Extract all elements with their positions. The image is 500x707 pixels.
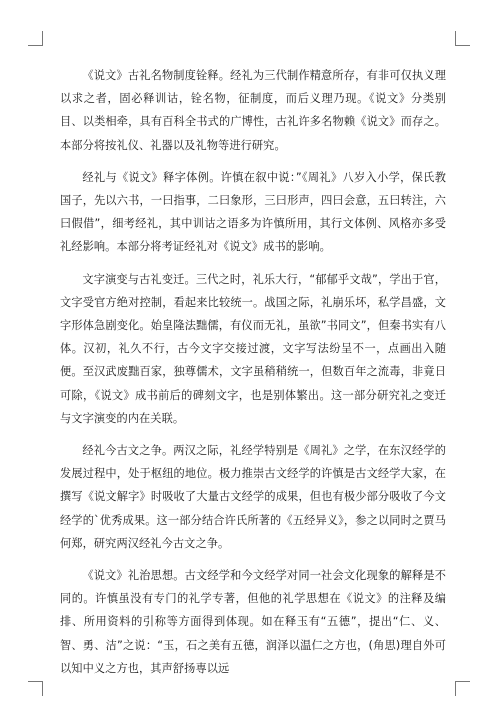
paragraph-script-evolution-and-ritual-change: 文字演变与古礼变迁。三代之时，礼乐大行，“郁郁乎文哉”，学出于官，文字受官方绝对控制，看起来比较统一。战国之际，礼崩乐坏，私学昌盛，文字形体急剧变化。始皇隆法黜儒，有仪而无礼，虽欲”书同文”，但秦书实有八体。汉初，礼久不行，古今文字交接过渡，文字写法纷呈不一，点画出入随便。至汉武废黜百家，独尊儒术，文字虽稍稍统一，但数百年之流毒，非竟日可除，《说文》成书前后的碑刻文字，也是别体繁出。这一部分研究礼之变迁与文字演变的内在关联。 <box>60 272 446 425</box>
paragraph-shuowen-ritual-governance: 《说文》礼治思想。古文经学和今文经学对同一社会文化现象的解释是不同的。许慎虽没有专门的礼学专著，但他的礼学思想在《说文》的注释及编排、所用资料的引称等方面得到体现。如在释玉有“五德”，提出“仁、义、智、勇、洁”之说：“玉，石之美有五德，润泽以温仁之方也，(角思)理自外可以知中义之方也，其声舒扬専以远 <box>60 569 446 675</box>
paragraph-ritual-classics-and-shuowen-style: 经礼与《说文》释字体例。许慎在叙中说：”《周礼》八岁入小学，保氏教国子，先以六书，一曰指事，二曰象形，三曰形声，四曰会意，五曰转注，六曰假借”，细考经礼，其中训诂之语多为许慎所用，其行文体例、风格亦多受礼经影响。本部分将考证经礼对《说文》成书的影响。 <box>60 170 446 254</box>
paragraph-shuowen-ritual-terms: 《说文》古礼名物制度铨释。经礼为三代制作精意所存，有非可仅执义理以求之者，固必释训诂，铨名物，征制度，而后义理乃现。《说文》分类别目、以类相牵，具有百科全书式的广博性，古礼许多名物赖《说文》而存之。本部分将按礼仪、礼器以及礼物等进行研究。 <box>60 69 446 152</box>
crop-mark-bottom-left <box>28 681 43 696</box>
document-body <box>60 64 446 689</box>
crop-mark-bottom-right <box>455 681 470 696</box>
crop-mark-top-right <box>455 31 470 46</box>
crop-mark-top-left <box>28 31 43 46</box>
paragraph-old-new-text-debate: 经礼今古文之争。两汉之际，礼经学特别是《周礼》之学，在东汉经学的发展过程中，处于枢纽的地位。极力推崇古文经学的许慎是古文经学大家，在撰写《说文解字》时吸收了大量古文经学的成果，但也有极少部分吸收了今文经学的`优秀成果。这一部分结合许氏所著的《五经异义》，参之以同时之贾马何郑，研究两汉经礼今古文之争。 <box>60 444 446 550</box>
